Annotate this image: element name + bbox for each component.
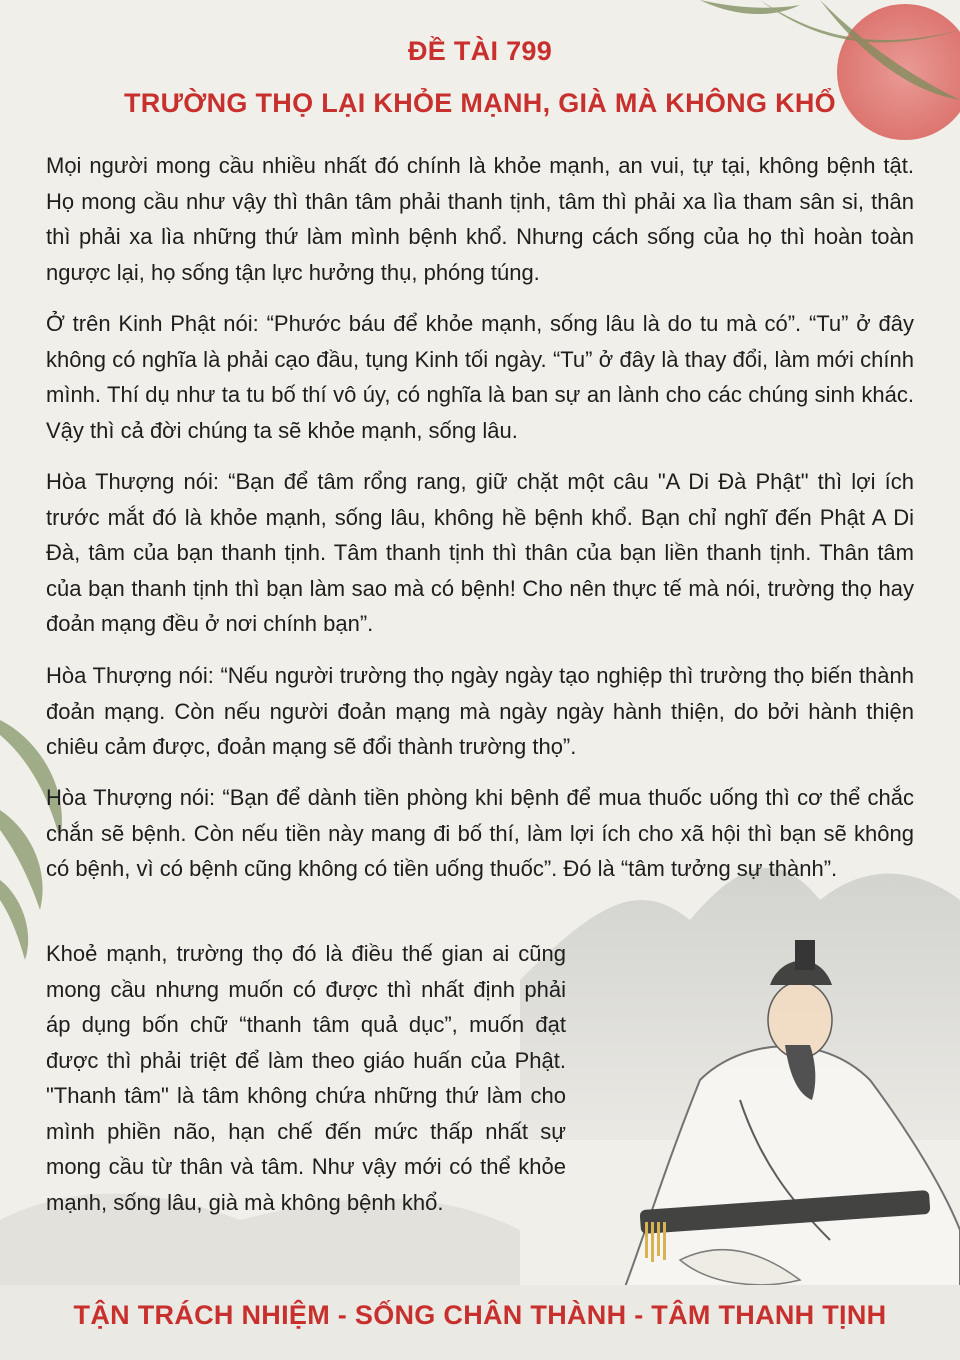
paragraph-1: Mọi người mong cầu nhiều nhất đó chính là khỏe mạnh, an vui, tự tại, không bệnh tật. Họ mong cầu như vậy thì thân tâm phải thanh tịnh, tâm thì phải xa lìa tham sân si, thân thì phải xa lìa những thứ làm mình bệnh khổ. Nhưng cách sống của họ thì hoàn toàn ngược lại, họ sống tận lực hưởng thụ, phóng túng. (46, 153, 914, 285)
paragraph-3: Hòa Thượng nói: “Bạn để tâm rổng rang, giữ chặt một câu "A Di Đà Phật" thì lợi ích trước mắt đó là khỏe mạnh, sống lâu, không hề bệnh khổ. Bạn chỉ nghĩ đến Phật A Di Đà, tâm của bạn thanh tịnh. Tâm thanh tịnh thì thân của bạn liền thanh tịnh. Thân tâm của bạn thanh tịnh thì bạn làm sao mà có bệnh! Cho nên thực tế mà nói, trường thọ hay đoản mạng đều ở nơi chính bạn”. (46, 469, 914, 636)
footer-slogan: TẬN TRÁCH NHIỆM - SỐNG CHÂN THÀNH - TÂM THANH TỊNH (73, 1300, 887, 1330)
topic-number: ĐỀ TÀI 799 (407, 36, 553, 66)
page-title: TRƯỜNG THỌ LẠI KHỎE MẠNH, GIÀ MÀ KHÔNG KHỔ (123, 88, 836, 118)
paragraph-5: Hòa Thượng nói: “Bạn để dành tiền phòng khi bệnh để mua thuốc uống thì cơ thể chắc chắn sẽ bệnh. Còn nếu tiền này mang đi bố thí, làm lợi ích cho xã hội thì bạn sẽ không có bệnh, vì có bệnh cũng không có tiền uống thuốc”. Đó là “tâm tưởng sự thành”. (46, 785, 914, 881)
paragraph-4: Hòa Thượng nói: “Nếu người trường thọ ngày ngày tạo nghiệp thì trường thọ biến thành đoản mạng. Còn nếu người đoản mạng mà ngày ngày hành thiện, do bởi hành thiện chiêu cảm được, đoản mạng sẽ đổi thành trường thọ”. (46, 663, 914, 759)
paragraph-2: Ở trên Kinh Phật nói: “Phước báu để khỏe mạnh, sống lâu là do tu mà có”. “Tu” ở đây không có nghĩa là phải cạo đầu, tụng Kinh tối ngày. “Tu” ở đây là thay đổi, làm mới chính mình. Thí dụ như ta tu bố thí vô úy, có nghĩa là ban sự an lành cho các chúng sinh khác. Vậy thì cả đời chúng ta sẽ khỏe mạnh, sống lâu. (46, 311, 914, 443)
paragraph-6: Khoẻ mạnh, trường thọ đó là điều thế gian ai cũng mong cầu nhưng muốn có được thì nhất định phải áp dụng bốn chữ “thanh tâm quả dục”, muốn đạt được thì phải triệt để làm theo giáo huấn của Phật. "Thanh tâm" là tâm không chứa những thứ làm cho mình phiền não, hạn chế đến mức thấp nhất sự mong cầu từ thân và tâm. Như vậy mới có thể khỏe mạnh, sống lâu, già mà không bệnh khổ. (46, 941, 566, 1215)
